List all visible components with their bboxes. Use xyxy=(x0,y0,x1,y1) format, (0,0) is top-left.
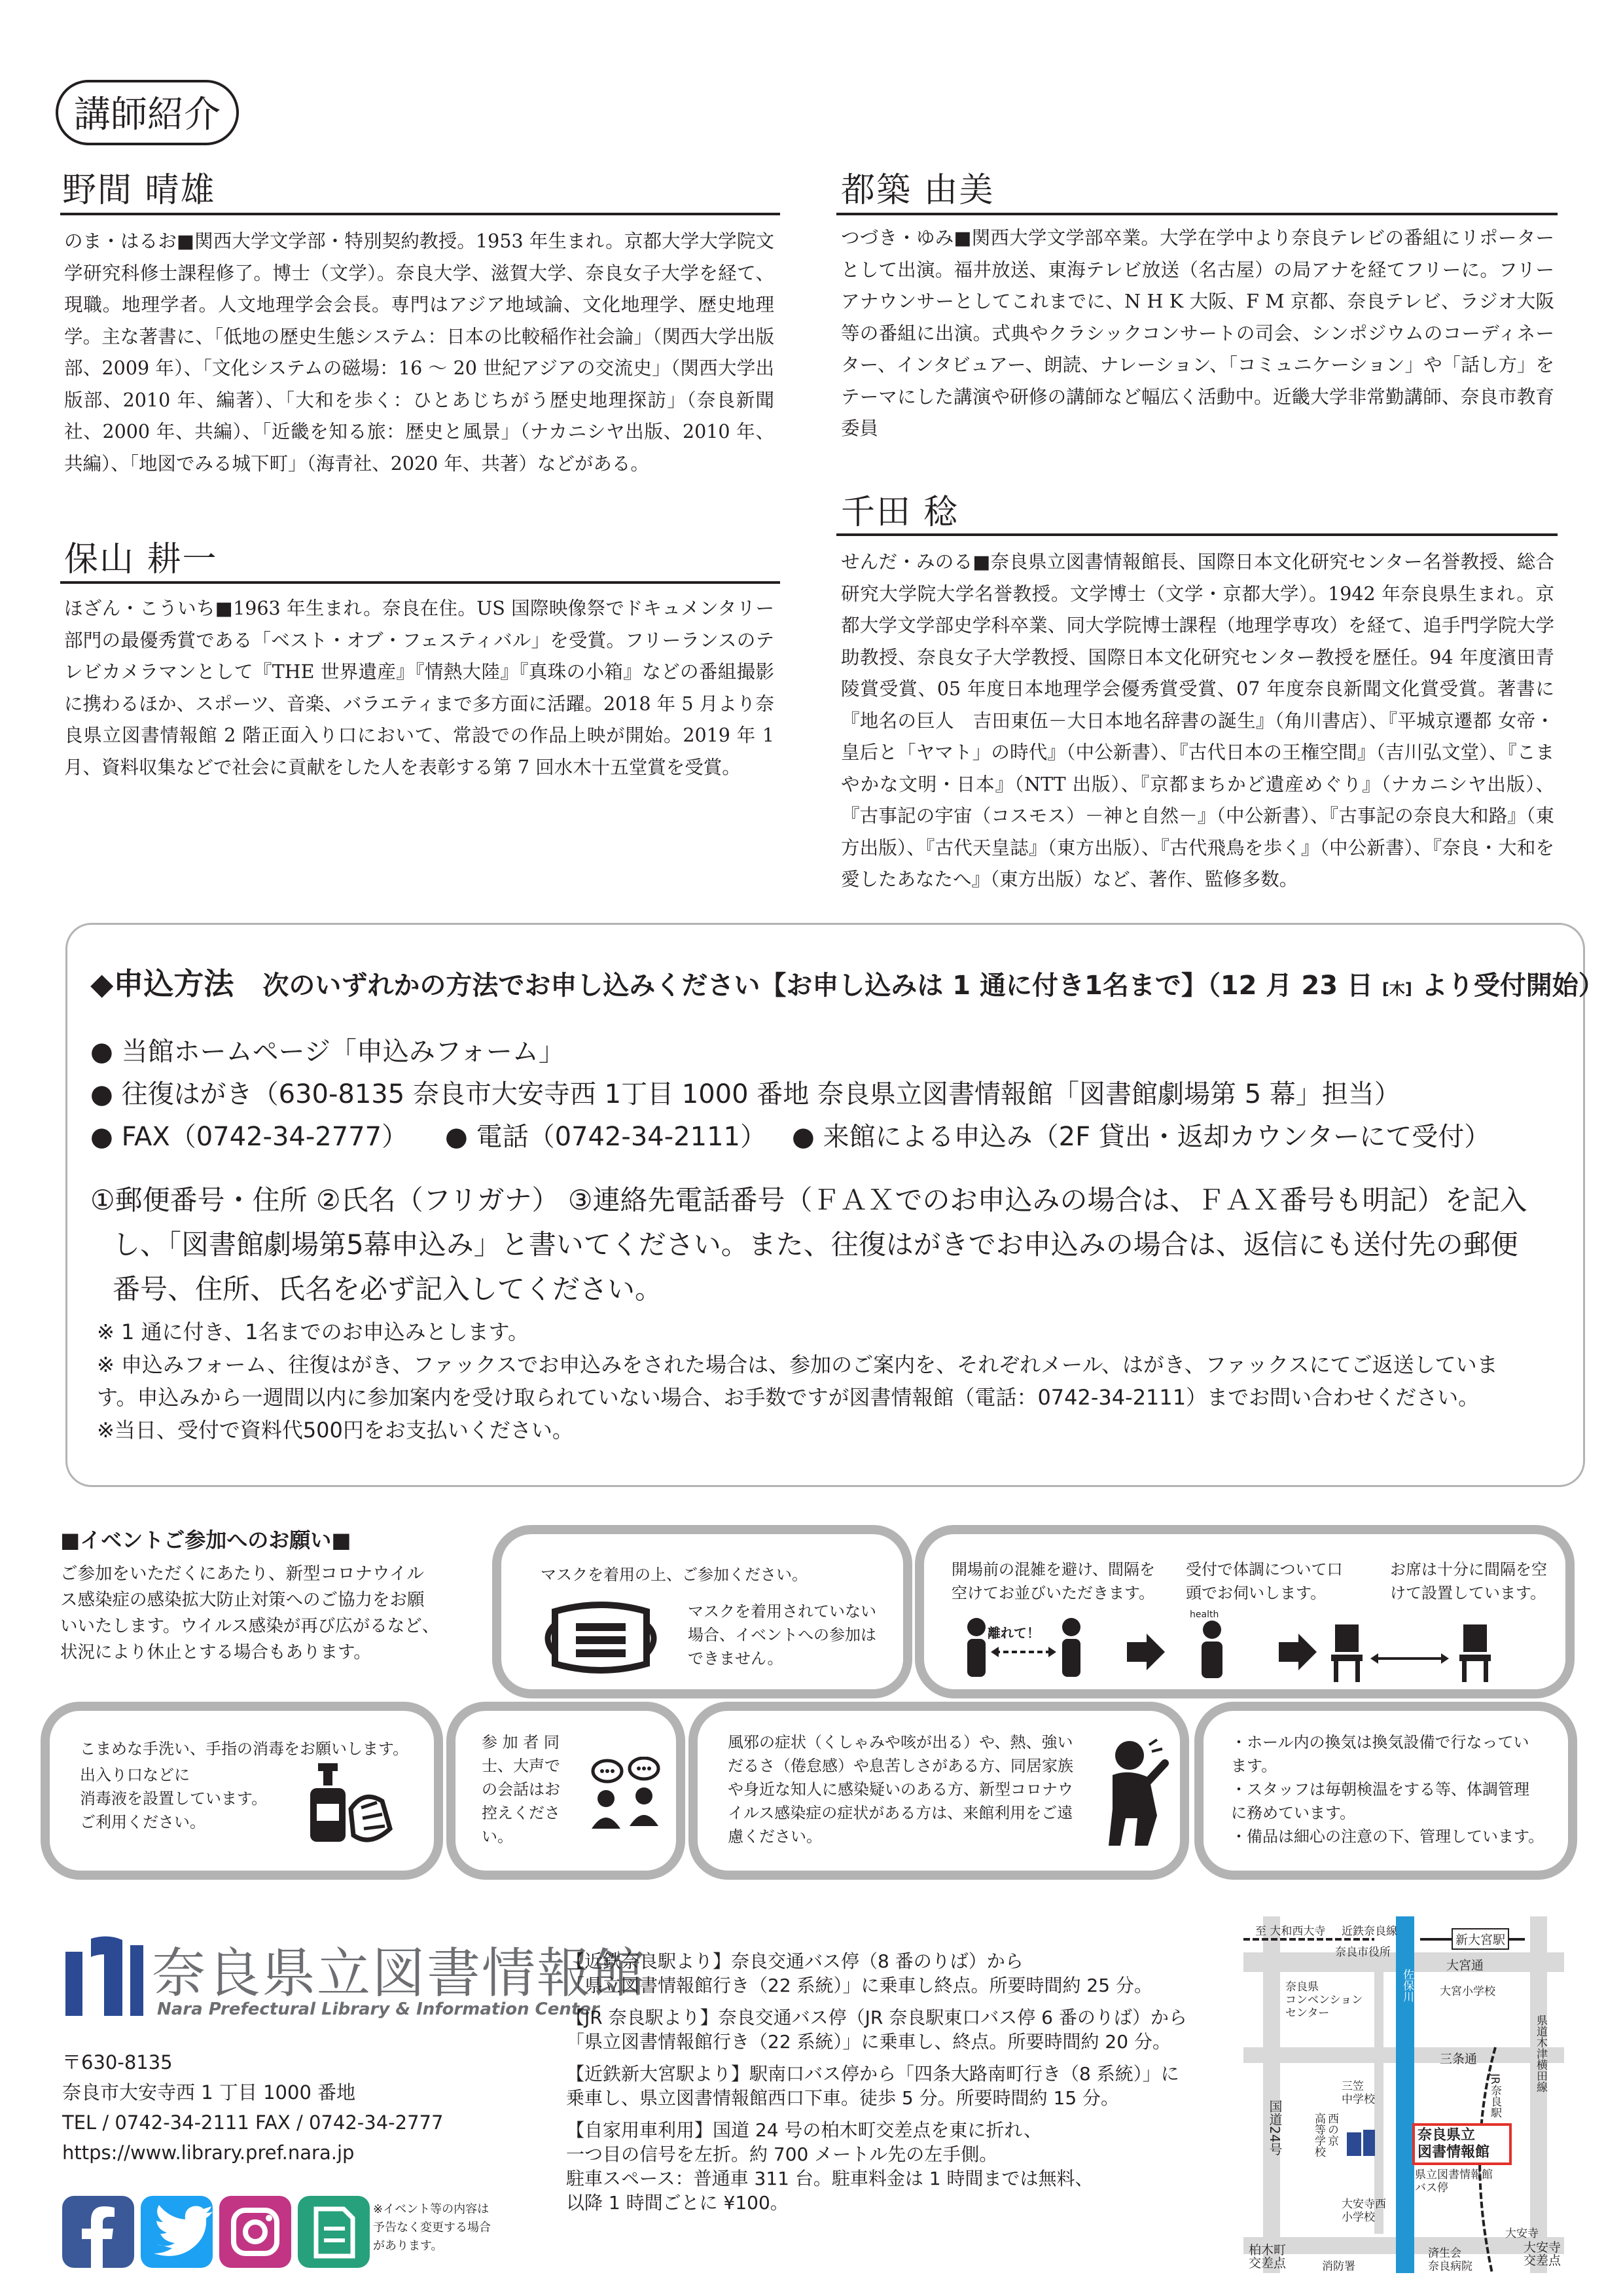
map-label-line: バス停 xyxy=(1415,2181,1448,2195)
divider xyxy=(836,533,1558,536)
map-label-line: 奈良県 xyxy=(1285,1981,1319,1994)
mask-line: 場合、イベントへの参加は xyxy=(688,1626,876,1644)
talk-line: 士、大声で xyxy=(482,1757,560,1775)
map-label-line: 中学校 xyxy=(1342,2093,1375,2106)
instructor-bio: ほざん・こういち■1963 年生まれ。奈良在住。US 国際映像祭でドキュメンタリー部門の最優秀賞である「ベスト・オブ・フェスティバル」を受賞。フリーランスのテレビカメラマンとして『THE 世界遺産』『情熱大陸』『真珠の小箱』などの番組撮影に携わるほか、スポーツ、音楽、バラエティまで多方面に活躍。2018 年 5 月より奈良県立図書情報館 2 階正面入り口において、常設での作品上映が開始。2019 年 1 月、資料収集などで社会に貢献をした人を表彰する第 7 回水木十五堂賞を受賞。 xyxy=(64,598,774,778)
application-title: ◆申込方法 xyxy=(90,966,234,1001)
instructor-bio: せんだ・みのる■奈良県立図書情報館長、国際日本文化研究センター名誉教授、総合研究大学院大学名誉教授。文学博士（文学・京都大学）。1942 年奈良県生まれ。京都大学文学部史学科卒業、同大学院博士課程（地理学専攻）を経て、追手門学院大学助教授、奈良女子大学教授、国際日本文化研究センター教授を歴任。94 年度濱田青陵賞受賞、05 年度日本地理学会優秀賞受賞、07 年度奈良新聞文化賞受賞。著書に『地名の巨人 吉田東伍－大日本地名辞書の誕生』（角川書店）、『平城京遷都 女帝・皇后と「ヤマト」の時代』（中公新書）、『古代日本の王権空間』（吉川弘文堂）、『こまやかな文明・日本』（NTT 出版）、『京都まちかど遺産めぐり』（ナカニシヤ出版）、『古事記の宇宙（コスモス）－神と自然－』（中公新書）、『古事記の奈良大和路』（東方出版）、『古代天皇誌』（東方出版）、『古代飛鳥を歩く』（中公新書）、『奈良・大和を愛したあなたへ』（東方出版）など、著作、監修多数。 xyxy=(841,551,1554,890)
person-icon xyxy=(1062,1618,1080,1677)
talk-line: 参 加 者 同 xyxy=(482,1733,560,1751)
distancing-icons xyxy=(957,1606,1572,1685)
map-label xyxy=(1342,2198,1386,2224)
panel-distancing xyxy=(915,1525,1575,1698)
chair-icon xyxy=(1331,1624,1363,1682)
instructor-name: 都築 由美 xyxy=(841,171,995,210)
intro-line: ご参加をいただくにあたり、新型コロナウイル xyxy=(60,1564,424,1584)
map-label xyxy=(1249,2244,1286,2270)
intro-line: いいたします。ウイルス感染が再び広がるなど、 xyxy=(60,1616,440,1636)
map-label: 県道木津横田線 xyxy=(1534,2015,1547,2092)
map-label-line: 柏木町 xyxy=(1249,2243,1287,2257)
access-line: 以降 1 時間ごとに ¥100。 xyxy=(566,2192,789,2214)
map-label xyxy=(1342,2080,1375,2106)
map-label-line: 西の京 xyxy=(1325,2113,1338,2146)
map-label-line: 奈良県立 xyxy=(1418,2127,1476,2144)
library-name-en: Nara Prefectural Library & Information Center xyxy=(157,2000,599,2019)
map-label: 国道24号 xyxy=(1267,2100,1283,2156)
cold-text xyxy=(728,1731,1073,1848)
talk-text xyxy=(482,1731,560,1848)
instructor-name: 野間 晴雄 xyxy=(62,171,216,210)
map-label-line: 小学校 xyxy=(1342,2211,1375,2224)
method-fax: ● FAX（0742-34-2777） xyxy=(90,1122,408,1152)
access-line: 「県立図書情報館行き（22 系統）」に乗車し、終点。所要時間約 20 分。 xyxy=(566,2031,1171,2053)
instagram-icon xyxy=(219,2196,291,2268)
requests-intro xyxy=(60,1561,439,1666)
divider xyxy=(60,213,780,215)
phone-fax: TEL / 0742-34-2111 FAX / 0742-34-2777 xyxy=(62,2111,444,2134)
access-line: 【JR 奈良駅より】奈良交通バス停（JR 奈良駅東口バス停 6 番のりば）から xyxy=(566,2007,1187,2028)
handwash-text xyxy=(80,1763,267,1834)
mask-icon xyxy=(535,1598,666,1677)
divider xyxy=(836,213,1558,215)
cold-line: イルス感染症の症状がある方は、来館利用をご遠 xyxy=(728,1804,1073,1822)
map-label-line: 交差点 xyxy=(1249,2256,1287,2270)
access-info xyxy=(566,1949,1187,2215)
instruction-line: ①郵便番号・住所 ②氏名（フリガナ） ③連絡先電話番号（ＦＡＸでのお申込みの場合は、ＦＡＸ番号も明記）を記入 xyxy=(90,1184,1527,1216)
application-instructions xyxy=(90,1178,1527,1312)
instruction-line: 番号、住所、氏名を必ず記入してください。 xyxy=(113,1273,663,1305)
map-label-line: 大安寺西 xyxy=(1342,2198,1386,2211)
library-name: 奈良県立図書情報館 xyxy=(152,1943,647,2005)
map-label-line: 図書情報館 xyxy=(1418,2144,1490,2161)
map-label xyxy=(1312,2113,1338,2157)
instruction-line: し、「図書館劇場第5幕申込み」と書いてください。また、往復はがきでお申込みの場合は、返信にも送付先の郵便 xyxy=(113,1229,1518,1261)
map-label: 新大宮駅 xyxy=(1452,1928,1509,1950)
handwash-title: こまめな手洗い、手指の消毒をお願いします。 xyxy=(80,1740,409,1758)
health-text xyxy=(1186,1558,1343,1605)
map-label-line: 奈良病院 xyxy=(1428,2260,1472,2273)
cold-line: 慮ください。 xyxy=(728,1827,822,1846)
instructor-name: 千田 稔 xyxy=(841,493,959,532)
access-line: 【近鉄奈良駅より】奈良交通バス停（8 番のりば）から xyxy=(566,1950,1024,1972)
note-line: ※ 申込みフォーム、往復はがき、ファックスでお申込みをされた場合は、参加のご案内を、それぞれメール、はがき、ファックスにてご返送していま xyxy=(97,1352,1498,1377)
address: 奈良市大安寺西 1 丁目 1000 番地 xyxy=(62,2081,356,2104)
talk-line: の会話はお xyxy=(482,1780,560,1799)
map-label xyxy=(1428,2247,1472,2273)
sanitizer-icon xyxy=(298,1763,397,1848)
divider xyxy=(60,581,780,584)
venue-line: ます。 xyxy=(1231,1757,1277,1775)
sns-note-line: 予告なく変更する場合 xyxy=(373,2221,491,2234)
seats-line: けて設置しています。 xyxy=(1390,1584,1546,1602)
sns-note xyxy=(373,2200,491,2255)
sns-icons xyxy=(62,2196,402,2271)
seats-line: お席は十分に間隔を空 xyxy=(1390,1560,1547,1579)
chair-icon xyxy=(1459,1624,1491,1682)
talk-line: い。 xyxy=(482,1827,513,1846)
map-label xyxy=(1524,2241,1561,2267)
panel-conversation xyxy=(446,1702,685,1880)
map-label-line: 県立図書情報館 xyxy=(1415,2168,1493,2181)
health-line: 受付で体調について口 xyxy=(1186,1560,1343,1579)
handwash-line: ご利用ください。 xyxy=(80,1813,205,1831)
map-label-line: 三笠 xyxy=(1342,2080,1364,2093)
map-label: 大宮小学校 xyxy=(1440,1985,1495,1998)
instructor-bio: のま・はるお■関西大学文学部・特別契約教授。1953 年生まれ。京都大学大学院文学研究科修士課程修了。博士（文学）。奈良大学、滋賀大学、奈良女子大学を経て、現職。地理学者。人文地理学会会長。専門はアジア地域論、文化地理学、歴史地理学。主な著書に、「低地の歴史生態システム：日本の比較稲作社会論」（関西大学出版部、2009 年）、「文化システムの磁場：16 〜 20 世紀アジアの交流史」（関西大学出版部、2010 年、編著）、「大和を歩く：ひとあじちがう歴史地理探訪」（奈良新聞社、2000 年、共編）、「近畿を知る旅：歴史と風景」（ナカニシヤ出版、2010 年、共編）、「地図でみる城下町」（海青社、2020 年、共著）などがある。 xyxy=(64,230,774,475)
note-icon xyxy=(298,2196,370,2268)
mask-line: できません。 xyxy=(688,1649,783,1668)
venue-line: ・スタッフは毎朝検温をする等、体調管理 xyxy=(1231,1780,1529,1799)
sick-person-icon xyxy=(1097,1737,1175,1848)
seats-text xyxy=(1390,1558,1547,1605)
map-label xyxy=(1285,1981,1363,2020)
cold-line: 風邪の症状（くしゃみや咳が出る）や、熱、強い xyxy=(728,1733,1073,1751)
venue-text xyxy=(1231,1731,1544,1848)
map-label-line: コンベンション xyxy=(1285,1994,1363,2007)
map-label: 大安寺 xyxy=(1505,2227,1539,2240)
facebook-icon xyxy=(62,2196,134,2268)
note-line: ※当日、受付で資料代500円をお支払いください。 xyxy=(97,1418,573,1443)
queue-line: 空けてお並びいただきます。 xyxy=(952,1584,1155,1602)
map-library-label xyxy=(1418,2127,1489,2161)
venue-line: ・ホール内の換気は換気設備で行なってい xyxy=(1231,1733,1529,1751)
requests-heading: ■イベントご参加へのお願い■ xyxy=(60,1528,351,1552)
application-notes xyxy=(97,1316,1498,1446)
handwash-line: 消毒液を設置しています。 xyxy=(80,1789,268,1808)
mask-line: マスクを着用されていない xyxy=(688,1602,876,1621)
health-line: 頭でお伺いします。 xyxy=(1186,1584,1327,1602)
venue-line: に務めています。 xyxy=(1231,1804,1356,1822)
application-weekday: [木] xyxy=(1382,980,1412,998)
panel-mask xyxy=(492,1525,912,1698)
cold-line: や身近な知人に感染疑いのある方、新型コロナウ xyxy=(728,1780,1073,1799)
mask-title: マスクを着用の上、ご参加ください。 xyxy=(541,1566,808,1584)
queue-text xyxy=(952,1558,1155,1605)
talk-line: 控えくださ xyxy=(482,1804,560,1822)
intro-line: 状況により休止とする場合もあります。 xyxy=(60,1642,371,1662)
application-subtitle: 次のいずれかの方法でお申し込みください【お申し込みは 1 通に付き1名まで】（12 月 23 日 xyxy=(262,971,1373,1001)
person-icon xyxy=(967,1618,986,1677)
access-map xyxy=(1243,1916,1564,2273)
handwash-line: 出入り口などに xyxy=(80,1766,190,1784)
method-phone: ● 電話（0742-34-2111） xyxy=(445,1122,766,1152)
twitter-icon xyxy=(141,2196,213,2268)
map-label-line: 交差点 xyxy=(1524,2253,1561,2268)
map-label-line: 高等学校 xyxy=(1312,2113,1325,2157)
map-label: 大宮通 xyxy=(1446,1958,1484,1973)
access-spacer xyxy=(566,1998,1187,2005)
venue-line: ・備品は細心の注意の下、管理しています。 xyxy=(1231,1827,1544,1846)
access-line: 駐車スペース：普通車 311 台。駐車料金は 1 時間までは無料、 xyxy=(566,2168,1094,2189)
map-label xyxy=(1415,2168,1493,2195)
access-line: 【自家用車利用】国道 24 号の柏木町交差点を東に折れ、 xyxy=(566,2119,1043,2141)
map-label: 消防署 xyxy=(1322,2260,1355,2273)
panel-handwash xyxy=(41,1702,443,1880)
note-line: ※ 1 通に付き、1名までのお申込みとします。 xyxy=(97,1319,529,1344)
method-visit: ● 来館による申込み（2F 貸出・返却カウンターにて受付） xyxy=(792,1122,1491,1152)
cold-line: だるさ（倦怠感）や息苦しさがある方、同居家族 xyxy=(728,1757,1073,1775)
map-label: 至 大和西大寺 xyxy=(1255,1925,1326,1938)
map-label-line: 大安寺 xyxy=(1524,2240,1561,2255)
library-logo-icon xyxy=(62,1931,147,2022)
map-label: 佐保川 xyxy=(1400,1969,1414,2002)
panel-venue xyxy=(1194,1702,1577,1880)
access-spacer xyxy=(566,2110,1187,2118)
access-line: 一つ目の信号を左折。約 700 メートル先の左手側。 xyxy=(566,2144,998,2165)
panel-symptoms xyxy=(688,1702,1189,1880)
application-subtitle-end: より受付開始） xyxy=(1421,971,1605,1001)
section-heading-instructors: 講師紹介 xyxy=(56,80,239,145)
distance-label: 離れて！ xyxy=(988,1625,1040,1641)
arrow-right-icon xyxy=(1279,1634,1317,1670)
conversation-icon xyxy=(586,1757,665,1835)
map-label: 三条通 xyxy=(1440,2052,1478,2066)
access-line: 乗車し、県立図書情報館西口下車。徒歩 5 分。所要時間約 15 分。 xyxy=(566,2087,1120,2109)
map-label: 奈良市役所 xyxy=(1335,1946,1391,1959)
postal-code: 〒630-8135 xyxy=(62,2051,173,2073)
queue-line: 開場前の混雑を避け、間隔を xyxy=(952,1560,1156,1579)
access-spacer xyxy=(566,2054,1187,2062)
instructor-name: 保山 耕一 xyxy=(64,540,218,579)
map-label: 近鉄奈良線 xyxy=(1342,1925,1397,1938)
access-line: 「県立図書情報館行き（22 系統）」に乗車し終点。所要時間約 25 分。 xyxy=(566,1975,1152,1996)
method-postcard: ● 往復はがき（630-8135 奈良市大安寺西 1丁目 1000 番地 奈良県立図書情報館「図書館劇場第 5 幕」担当） xyxy=(90,1079,1400,1109)
note-line: す。申込みから一週間以内に参加案内を受け取られていない場合、お手数ですが図書情報館（電話：0742-34-2111）までお問い合わせください。 xyxy=(97,1385,1480,1410)
health-tag: health xyxy=(1190,1609,1219,1620)
sns-note-line: ※イベント等の内容は xyxy=(373,2202,490,2216)
application-heading xyxy=(90,960,1605,1003)
intro-line: ス感染症の感染拡大防止対策へのご協力をお願 xyxy=(60,1590,425,1610)
map-label-line: 済生会 xyxy=(1428,2247,1461,2260)
method-homepage: ● 当館ホームページ「申込みフォーム」 xyxy=(90,1037,565,1067)
map-label-line: センター xyxy=(1285,2007,1330,2020)
person-icon xyxy=(1202,1621,1222,1678)
access-line: 【近鉄新大宮駅より】駅南口バス停から「四条大路南町行き（8 系統）」に xyxy=(566,2063,1179,2085)
sns-note-line: があります。 xyxy=(373,2239,443,2253)
library-contact xyxy=(62,2047,443,2168)
mask-text xyxy=(688,1600,876,1670)
arrow-right-icon xyxy=(1127,1634,1165,1670)
map-label: JR奈良駅 xyxy=(1488,2073,1501,2118)
website-link[interactable]: https://www.library.pref.nara.jp xyxy=(62,2142,355,2164)
instructor-bio: つづき・ゆみ■関西大学文学部卒業。大学在学中より奈良テレビの番組にリポーターとして出演。福井放送、東海テレビ放送（名古屋）の局アナを経てフリーに。フリーアナウンサーとしてこれまでに、N H K 大阪、F M 京都、奈良テレビ、ラジオ大阪等の番組に出演。式典やクラシックコンサートの司会、シンポジウムのコーディネーター、インタビュアー、朗読、ナレーション、「コミュニケーション」や「話し方」をテーマにした講演や研修の講師など幅広く活動中。近畿大学非常勤講師、奈良市教育委員 xyxy=(841,227,1554,439)
